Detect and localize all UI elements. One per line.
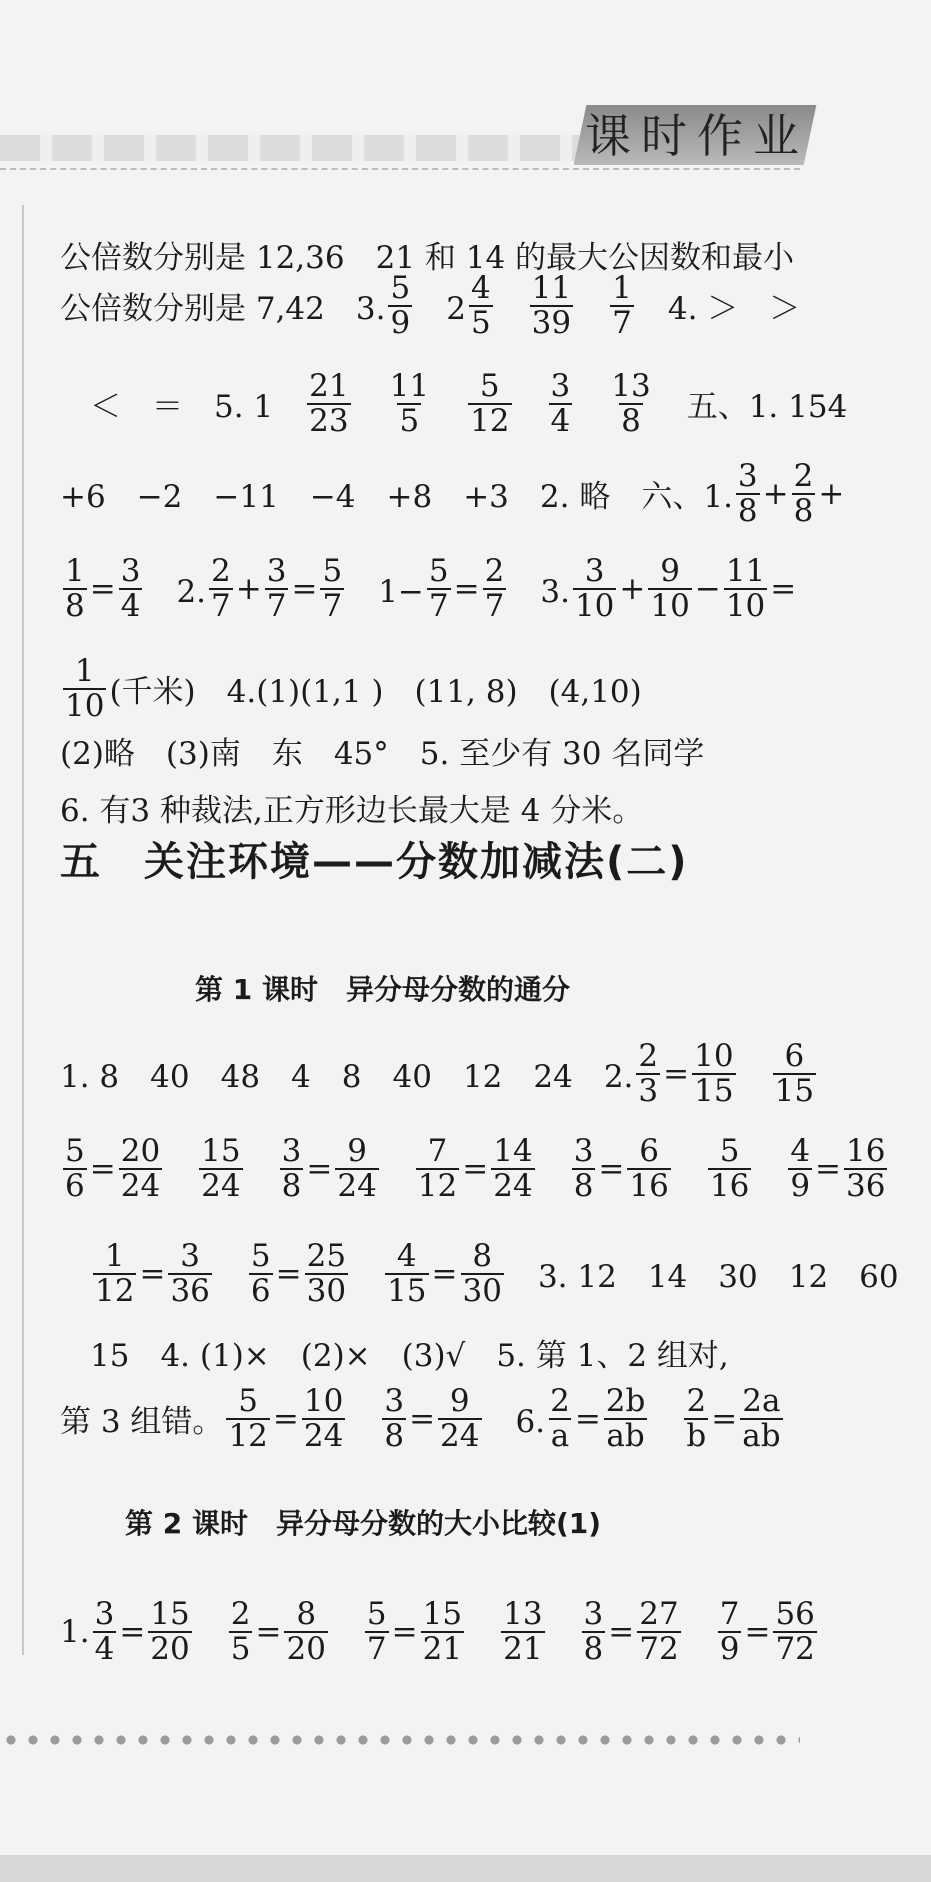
fraction bbox=[199, 1135, 242, 1202]
numerator: 2 bbox=[550, 1383, 570, 1419]
numerator: 2 bbox=[793, 458, 814, 494]
fraction bbox=[773, 1040, 816, 1107]
fraction bbox=[335, 1135, 378, 1202]
answer-line bbox=[60, 1135, 890, 1202]
denominator: 8 bbox=[281, 1167, 302, 1204]
denominator: 23 bbox=[309, 402, 349, 439]
answer-line bbox=[60, 655, 642, 722]
numerator: 15 bbox=[422, 1596, 463, 1632]
answer-text bbox=[348, 1396, 379, 1441]
answer-line bbox=[90, 1240, 899, 1307]
numerator: 3 bbox=[94, 1596, 115, 1632]
dotted-border bbox=[0, 1735, 800, 1745]
denominator: 10 bbox=[650, 587, 690, 624]
answer-text bbox=[331, 1609, 362, 1654]
denominator: 4 bbox=[120, 587, 141, 624]
numerator: 56 bbox=[775, 1596, 815, 1632]
answer-text: 公倍数分别是 7,42 3. bbox=[60, 291, 386, 328]
answer-text: = bbox=[431, 1255, 458, 1292]
answer-text: = bbox=[815, 1150, 842, 1187]
numerator: 9 bbox=[347, 1133, 367, 1169]
fraction bbox=[320, 555, 344, 622]
denominator: 4 bbox=[94, 1630, 115, 1667]
numerator: 11 bbox=[531, 270, 572, 306]
answer-text: = bbox=[275, 1255, 302, 1292]
fraction bbox=[684, 1385, 708, 1452]
answer-text: = bbox=[574, 1400, 601, 1437]
numerator: 3 bbox=[737, 458, 758, 494]
fraction bbox=[427, 555, 451, 622]
fraction bbox=[718, 1598, 742, 1665]
denominator: 8 bbox=[793, 492, 814, 529]
fraction bbox=[461, 1240, 504, 1307]
answer-text: (千米) 4.(1)(1,1 ) (11, 8) (4,10) bbox=[109, 674, 642, 711]
answer-text: − bbox=[694, 570, 721, 607]
fraction bbox=[63, 555, 87, 622]
denominator: 24 bbox=[493, 1167, 533, 1204]
denominator: 7 bbox=[366, 1630, 387, 1667]
denominator: 8 bbox=[65, 587, 85, 624]
numerator: 3 bbox=[384, 1383, 405, 1419]
answer-text bbox=[515, 381, 546, 426]
numerator: 3 bbox=[583, 1596, 604, 1632]
denominator: 8 bbox=[737, 492, 758, 529]
fraction bbox=[469, 272, 493, 339]
numerator: 2 bbox=[638, 1038, 659, 1074]
fraction bbox=[637, 1598, 680, 1665]
fraction bbox=[501, 1598, 544, 1665]
fraction bbox=[483, 555, 507, 622]
fraction bbox=[648, 555, 691, 622]
bottom-band bbox=[0, 1855, 931, 1882]
fraction bbox=[844, 1135, 887, 1202]
answer-text bbox=[382, 1146, 413, 1191]
answer-text bbox=[215, 1251, 246, 1296]
fraction bbox=[63, 1135, 87, 1202]
answer-text: = bbox=[462, 1150, 489, 1187]
numerator: 15 bbox=[150, 1596, 190, 1632]
denominator: ab bbox=[742, 1417, 781, 1454]
denominator: 8 bbox=[573, 1167, 594, 1204]
fraction bbox=[627, 1135, 670, 1202]
answer-text bbox=[351, 1251, 382, 1296]
denominator: 39 bbox=[531, 304, 572, 341]
numerator: 1 bbox=[104, 1238, 125, 1274]
numerator: 3 bbox=[266, 553, 287, 589]
numerator: 5 bbox=[322, 553, 343, 589]
numerator: 10 bbox=[303, 1383, 344, 1419]
numerator: 7 bbox=[427, 1133, 448, 1169]
fraction bbox=[604, 1385, 648, 1452]
denominator: 6 bbox=[250, 1272, 271, 1309]
answer-text: = bbox=[770, 570, 797, 607]
denominator: 36 bbox=[846, 1167, 886, 1204]
fraction bbox=[168, 1240, 211, 1307]
answer-text: 1. bbox=[60, 1613, 90, 1650]
fraction bbox=[148, 1598, 191, 1665]
answer-text bbox=[538, 1146, 569, 1191]
numerator: 7 bbox=[719, 1596, 740, 1632]
answer-text: = bbox=[409, 1400, 436, 1437]
denominator: 9 bbox=[390, 304, 411, 341]
numerator: 8 bbox=[472, 1238, 493, 1274]
denominator: 7 bbox=[322, 587, 343, 624]
numerator: 4 bbox=[396, 1238, 417, 1274]
denominator: ab bbox=[606, 1417, 645, 1454]
answer-text bbox=[674, 1146, 705, 1191]
fraction bbox=[229, 1598, 253, 1665]
numerator: 14 bbox=[493, 1133, 533, 1169]
denominator: 20 bbox=[286, 1630, 326, 1667]
fraction bbox=[388, 370, 431, 437]
answer-text: = bbox=[89, 570, 116, 607]
header-decor-stripe bbox=[0, 135, 600, 161]
denominator: 8 bbox=[583, 1630, 604, 1667]
numerator: 3 bbox=[584, 553, 605, 589]
denominator: 36 bbox=[170, 1272, 210, 1309]
fraction bbox=[530, 272, 573, 339]
denominator: 10 bbox=[65, 687, 105, 724]
numerator: 13 bbox=[503, 1596, 543, 1632]
numerator: 25 bbox=[306, 1238, 347, 1274]
fraction bbox=[388, 272, 412, 339]
denominator: 5 bbox=[470, 304, 491, 341]
numerator: 5 bbox=[428, 553, 449, 589]
answer-text: = bbox=[306, 1150, 333, 1187]
answer-text bbox=[496, 283, 527, 328]
answer-line bbox=[90, 370, 847, 437]
denominator: b bbox=[686, 1417, 707, 1454]
numerator: 5 bbox=[479, 368, 500, 404]
answer-text: 3. 12 14 30 12 60 bbox=[506, 1259, 899, 1296]
denominator: 9 bbox=[719, 1630, 740, 1667]
answer-text bbox=[650, 1396, 681, 1441]
denominator: 7 bbox=[612, 304, 632, 341]
answer-text: = bbox=[272, 1400, 299, 1437]
answer-text bbox=[246, 1146, 277, 1191]
answer-text bbox=[195, 1609, 226, 1654]
numerator: 2a bbox=[742, 1383, 781, 1419]
numerator: 2 bbox=[484, 553, 505, 589]
fraction bbox=[382, 1385, 406, 1452]
numerator: 5 bbox=[65, 1133, 85, 1169]
answer-text: = bbox=[291, 570, 318, 607]
answer-text bbox=[684, 1609, 715, 1654]
answer-text bbox=[467, 1609, 498, 1654]
answer-line bbox=[60, 728, 704, 773]
fraction bbox=[692, 1040, 735, 1107]
answer-line bbox=[60, 555, 796, 622]
fraction bbox=[305, 1240, 348, 1307]
denominator: 5 bbox=[399, 402, 420, 439]
answer-text: (2)略 (3)南 东 45° 5. 至少有 30 名同学 bbox=[60, 736, 705, 772]
denominator: 12 bbox=[417, 1167, 458, 1204]
numerator: 5 bbox=[366, 1596, 387, 1632]
denominator: 10 bbox=[574, 587, 615, 624]
answer-text: + bbox=[818, 475, 845, 512]
numerator: 6 bbox=[639, 1133, 659, 1169]
numerator: 15 bbox=[201, 1133, 241, 1169]
fraction bbox=[93, 1598, 117, 1665]
answer-text: = bbox=[119, 1613, 146, 1650]
numerator: 2 bbox=[211, 553, 231, 589]
denominator: 21 bbox=[422, 1630, 463, 1667]
denominator: 8 bbox=[384, 1417, 405, 1454]
fraction bbox=[385, 1240, 428, 1307]
denominator: 24 bbox=[440, 1417, 480, 1454]
fraction bbox=[573, 555, 616, 622]
denominator: 15 bbox=[774, 1072, 815, 1109]
answer-text: = bbox=[608, 1613, 635, 1650]
numerator: 2 bbox=[230, 1596, 251, 1632]
answer-text: + bbox=[619, 570, 646, 607]
fraction bbox=[491, 1135, 534, 1202]
answer-text: 6. bbox=[484, 1404, 546, 1441]
answer-line bbox=[60, 272, 800, 339]
numerator: 8 bbox=[296, 1596, 317, 1632]
denominator: 5 bbox=[230, 1630, 251, 1667]
fraction bbox=[788, 1135, 812, 1202]
fraction bbox=[708, 1135, 751, 1202]
denominator: 10 bbox=[725, 587, 766, 624]
answer-text: 15 4. (1)× (2)× (3)√ 5. 第 1、2 组对, bbox=[90, 1338, 729, 1374]
answer-line bbox=[60, 1598, 820, 1665]
denominator: 20 bbox=[150, 1630, 190, 1667]
answer-text: = bbox=[711, 1400, 738, 1437]
answer-text: 2. bbox=[145, 574, 207, 611]
answer-text: + bbox=[762, 475, 789, 512]
fraction bbox=[736, 460, 760, 527]
answer-text: +6 −2 −11 −4 +8 +3 2. 略 六、1. bbox=[60, 479, 733, 516]
denominator: 30 bbox=[462, 1272, 502, 1309]
answer-text bbox=[434, 381, 465, 426]
denominator: 6 bbox=[65, 1167, 85, 1204]
answer-text: = bbox=[391, 1613, 418, 1650]
denominator: 9 bbox=[790, 1167, 811, 1204]
fraction bbox=[416, 1135, 459, 1202]
denominator: 12 bbox=[228, 1417, 268, 1454]
numerator: 5 bbox=[719, 1133, 740, 1169]
numerator: 11 bbox=[725, 553, 766, 589]
answer-line bbox=[60, 460, 844, 527]
answer-text bbox=[165, 1146, 196, 1191]
fraction bbox=[119, 1135, 162, 1202]
divider bbox=[0, 168, 800, 170]
denominator: 72 bbox=[639, 1630, 679, 1667]
answer-text bbox=[575, 381, 606, 426]
numerator: 9 bbox=[660, 553, 680, 589]
answer-text: = bbox=[89, 1150, 116, 1187]
answer-line bbox=[60, 1040, 819, 1107]
denominator: 16 bbox=[629, 1167, 669, 1204]
fraction bbox=[119, 555, 143, 622]
answer-text: 2 bbox=[415, 291, 466, 328]
denominator: 72 bbox=[775, 1630, 815, 1667]
fraction bbox=[365, 1598, 389, 1665]
numerator: 9 bbox=[449, 1383, 470, 1419]
lesson-2-title: 第 2 课时 异分母分数的大小比较(1) bbox=[125, 1507, 602, 1540]
fraction bbox=[724, 555, 767, 622]
fraction bbox=[636, 1040, 660, 1107]
numerator: 5 bbox=[250, 1238, 271, 1274]
fraction bbox=[226, 1385, 269, 1452]
answer-text: 1. 8 40 48 4 8 40 12 24 2. bbox=[60, 1059, 634, 1096]
numerator: 2 bbox=[686, 1383, 707, 1419]
answer-text bbox=[548, 1609, 579, 1654]
answer-text bbox=[754, 1146, 785, 1191]
fraction bbox=[93, 1240, 136, 1307]
numerator: 3 bbox=[180, 1238, 201, 1274]
fraction bbox=[792, 460, 816, 527]
denominator: 7 bbox=[211, 587, 231, 624]
fraction bbox=[582, 1598, 606, 1665]
answer-text: = bbox=[744, 1613, 771, 1650]
numerator: 21 bbox=[309, 368, 349, 404]
answer-text: = bbox=[255, 1613, 282, 1650]
fraction bbox=[421, 1598, 464, 1665]
fraction bbox=[609, 370, 652, 437]
margin-line bbox=[22, 205, 24, 1655]
answer-text: 3. bbox=[509, 574, 570, 611]
fraction bbox=[209, 555, 233, 622]
answer-text: 五、1. 154 bbox=[655, 389, 848, 426]
answer-line bbox=[90, 1330, 729, 1375]
fraction bbox=[302, 1385, 345, 1452]
fraction bbox=[773, 1598, 816, 1665]
numerator: 5 bbox=[238, 1383, 259, 1419]
numerator: 10 bbox=[694, 1038, 734, 1074]
numerator: 27 bbox=[639, 1596, 679, 1632]
numerator: 4 bbox=[790, 1133, 811, 1169]
fraction bbox=[549, 370, 573, 437]
header-title: 课时作业 bbox=[585, 109, 809, 163]
numerator: 3 bbox=[120, 553, 141, 589]
answer-text bbox=[354, 381, 385, 426]
answer-text: = bbox=[453, 570, 480, 607]
fraction bbox=[468, 370, 511, 437]
fraction bbox=[438, 1385, 481, 1452]
numerator: 1 bbox=[65, 553, 85, 589]
denominator: 24 bbox=[120, 1167, 161, 1204]
denominator: 7 bbox=[266, 587, 287, 624]
numerator: 3 bbox=[281, 1133, 302, 1169]
numerator: 4 bbox=[470, 270, 491, 306]
numerator: 1 bbox=[74, 653, 95, 689]
answer-text bbox=[576, 283, 607, 328]
numerator: 2b bbox=[605, 1383, 646, 1419]
numerator: 13 bbox=[611, 368, 651, 404]
section-title: 五 关注环境——分数加减法(二) bbox=[60, 839, 689, 885]
denominator: 30 bbox=[306, 1272, 347, 1309]
answer-text: = bbox=[663, 1055, 690, 1092]
answer-text: + bbox=[235, 570, 262, 607]
answer-text: 6. 有3 种裁法,正方形边长最大是 4 分米。 bbox=[60, 793, 644, 829]
answer-line bbox=[60, 232, 794, 277]
denominator: 7 bbox=[428, 587, 449, 624]
denominator: 3 bbox=[638, 1072, 659, 1109]
answer-text bbox=[739, 1051, 770, 1096]
denominator: 8 bbox=[621, 402, 641, 439]
denominator: 24 bbox=[303, 1417, 344, 1454]
answer-line bbox=[60, 785, 643, 830]
numerator: 20 bbox=[120, 1133, 161, 1169]
denominator: 15 bbox=[387, 1272, 427, 1309]
answer-text: 1− bbox=[347, 574, 424, 611]
denominator: 24 bbox=[337, 1167, 377, 1204]
fraction bbox=[307, 370, 350, 437]
fraction bbox=[63, 655, 106, 722]
fraction bbox=[610, 272, 634, 339]
fraction bbox=[249, 1240, 273, 1307]
denominator: 12 bbox=[95, 1272, 135, 1309]
answer-text: ＜ ＝ 5. 1 bbox=[90, 389, 305, 426]
denominator: 7 bbox=[484, 587, 505, 624]
denominator: 15 bbox=[694, 1072, 734, 1109]
answer-text: = bbox=[598, 1150, 625, 1187]
numerator: 3 bbox=[550, 368, 571, 404]
fraction bbox=[740, 1385, 782, 1452]
fraction bbox=[280, 1135, 304, 1202]
fraction bbox=[284, 1598, 327, 1665]
numerator: 3 bbox=[573, 1133, 594, 1169]
numerator: 6 bbox=[784, 1038, 805, 1074]
denominator: 21 bbox=[503, 1630, 543, 1667]
fraction bbox=[548, 1385, 572, 1452]
denominator: 4 bbox=[550, 402, 571, 439]
denominator: 16 bbox=[709, 1167, 750, 1204]
answer-text: 第 3 组错。 bbox=[60, 1404, 224, 1441]
numerator: 11 bbox=[389, 368, 430, 404]
answer-line bbox=[60, 1385, 786, 1452]
denominator: 12 bbox=[470, 402, 510, 439]
numerator: 16 bbox=[846, 1133, 886, 1169]
numerator: 1 bbox=[612, 270, 632, 306]
fraction bbox=[265, 555, 289, 622]
answer-text: 4. ＞ ＞ bbox=[636, 291, 801, 328]
numerator: 5 bbox=[390, 270, 411, 306]
denominator: a bbox=[550, 1417, 570, 1454]
denominator: 24 bbox=[201, 1167, 241, 1204]
answer-text: 公倍数分别是 12,36 21 和 14 的最大公因数和最小 bbox=[60, 240, 795, 276]
fraction bbox=[572, 1135, 596, 1202]
answer-text: = bbox=[139, 1255, 166, 1292]
lesson-1-title: 第 1 课时 异分母分数的通分 bbox=[195, 973, 570, 1006]
